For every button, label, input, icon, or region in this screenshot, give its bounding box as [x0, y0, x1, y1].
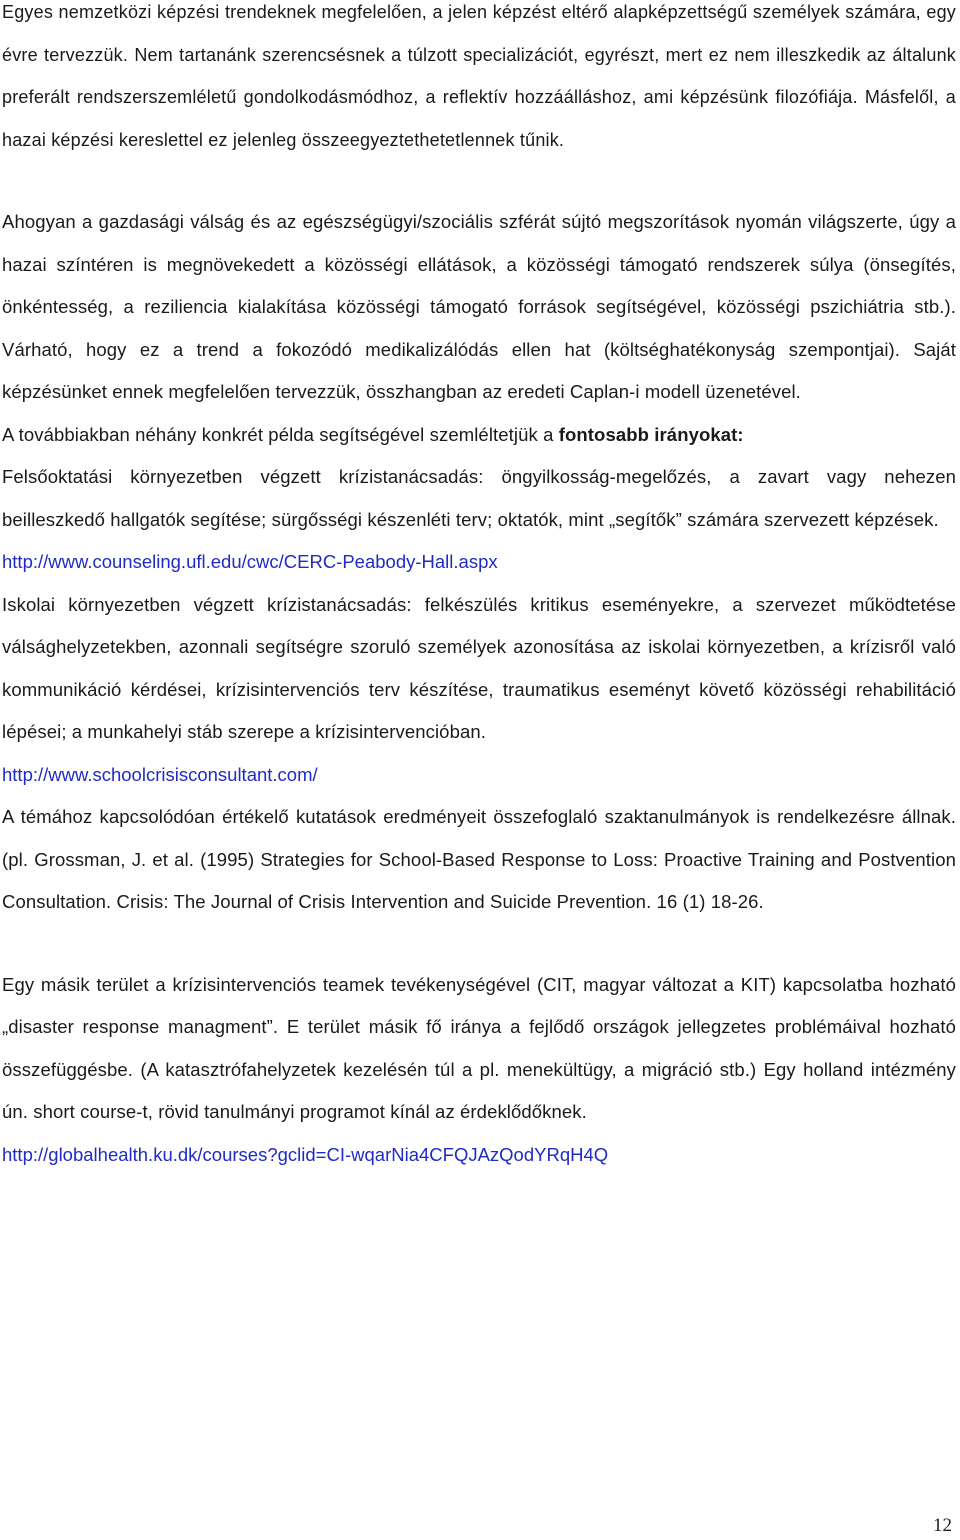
- paragraph-training-design: Egyes nemzetközi képzési trendeknek megfelelően, a jelen képzést eltérő alapképzettségű személyek számára, egy évre tervezzük. Nem tartanánk szerencsésnek a túlzott specializációt, egyrészt, mert ez nem illeszkedik az általunk preferált rendszerszemléletű gondolkodásmódhoz, a reflektív hozzáálláshoz, ami képzésünk filozófiája. Másfelől, a hazai képzési kereslettel ez jelenleg összeegyeztethetetlennek tűnik.: [2, 2, 956, 150]
- directions-intro-text: A továbbiakban néhány konkrét példa segítségével szemléltetjük a: [2, 423, 559, 445]
- link-globalhealth-courses[interactable]: http://globalhealth.ku.dk/courses?gclid=CI-wqarNia4CFQJAzQodYRqH4Q: [2, 1143, 609, 1165]
- page-number: 12: [933, 1515, 952, 1536]
- paragraph-disaster-response: Egy másik terület a krízisintervenciós teamek tevékenységével (CIT, magyar változat a KIT) kapcsolatba hozható „disaster response managment”. E terület másik fő iránya a fejlődő országok jellegzetes problémáival hozható összefüggésbe. (A katasztrófahelyzetek kezelésén túl a pl. menekültügy, a migráció stb.) Egy holland intézmény ún. short course-t, rövid tanulmányi programot kínál az érdeklődőknek.: [2, 973, 956, 1122]
- directions-intro-bold: fontosabb irányokat:: [558, 423, 744, 445]
- paragraph-school-counseling: Iskolai környezetben végzett krízistanácsadás: felkészülés kritikus eseményekre, a szervezet működtetése válsághelyzetekben, azonnali segítségre szoruló személyek azonosítása az iskolai környezetben, a krízisről való kommunikáció kérdései, krízisintervenciós terv készítése, traumatikus eseményt követő közösségi rehabilitáció lépései; a munkahelyi stáb szerepe a krízisintervencióban.: [2, 593, 956, 742]
- paragraph-directions-intro: [2, 414, 956, 457]
- link-school-crisis-consultant[interactable]: http://www.schoolcrisisconsultant.com/: [2, 763, 318, 785]
- paragraph-research-studies: A témához kapcsolódóan értékelő kutatások eredményeit összefoglaló szaktanulmányok is rendelkezésre állnak. (pl. Grossman, J. et al. (1995) Strategies for School-Based Response to Loss: Proactive Training and Postvention Consultation. Crisis: The Journal of Crisis Intervention and Suicide Prevention. 16 (1) 18-26.: [2, 806, 956, 912]
- paragraph-higher-education-counseling: Felsőoktatási környezetben végzett krízistanácsadás: öngyilkosság-megelőzés, a zavart vagy nehezen beilleszkedő hallgatók segítése; sürgősségi készenléti terv; oktatók, mint „segítők” számára szervezett képzések.: [2, 466, 956, 530]
- link-counseling-ufl[interactable]: http://www.counseling.ufl.edu/cwc/CERC-Peabody-Hall.aspx: [2, 551, 498, 572]
- document-page: [2, 0, 956, 1176]
- paragraph-community-care: Ahogyan a gazdasági válság és az egészségügyi/szociális szférát sújtó megszorítások nyomán világszerte, úgy a hazai színtéren is megnövekedett a közösségi ellátások, a közösségi támogató rendszerek súlya (önsegítés, önkéntesség, a reziliencia kialakítása közösségi támogató források segítségével, közösségi pszichiátria stb.). Várható, hogy ez a trend a fokozódó medikalizálódás ellen hat (költséghatékonyság szempontjai). Saját képzésünket ennek megfelelően tervezzük, összhangban az eredeti Caplan-i modell üzenetével.: [2, 211, 956, 402]
